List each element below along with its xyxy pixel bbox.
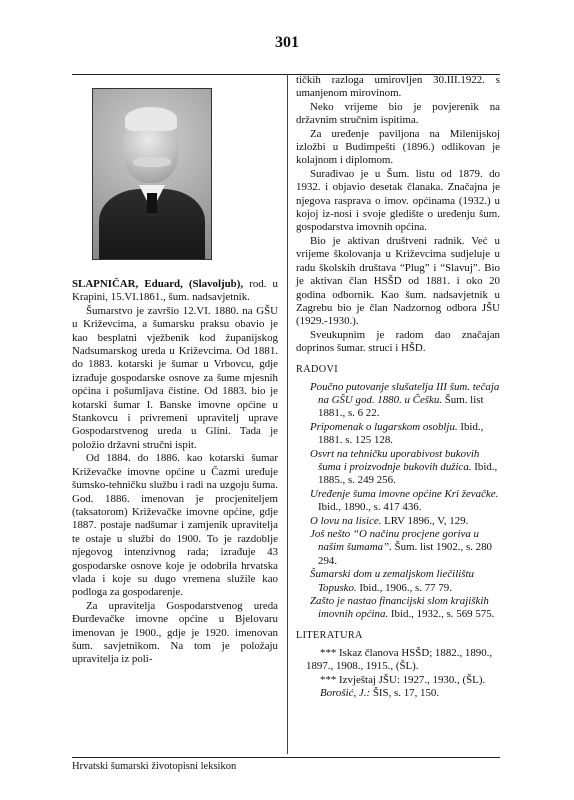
left-paragraph: Za upravitelja Gospodarstvenog ureda Đurđevačke imovne općine u Bjelovaru imenovan je 1900., gdje je 1920. imenovan šum. savjetnikom. Na tom je položaju upravitelja iz poli- [72, 599, 278, 666]
right-paragraph: Neko vrijeme bio je povjerenik na državnim stručnim ispitima. [296, 100, 500, 127]
literature-text: ŠIS, s. 17, 150. [370, 687, 440, 700]
right-column [296, 74, 500, 700]
column-divider [287, 74, 288, 754]
work-item [302, 488, 500, 515]
right-paragraph: Bio je aktivan društveni radnik. Već u vrijeme školovanja u Križevcima sudjeluje u radu školskih društava “Plug” i “Slavuj”. Bio je aktivan član HSŠD od 1881. i oko 20 godina odbornik. Kao šum. nadsavjetnik u Zagrebu bio je član Nadzornog odbora JŠU (1929.-1930.). [296, 234, 500, 328]
works-list [296, 381, 500, 622]
work-item [302, 595, 500, 622]
work-ref: Ibid., 1885., s. 249 256. [318, 460, 498, 487]
work-title: Šumarski dom u zemaljskom liečilištu Topusko. [310, 568, 474, 594]
work-item [302, 381, 500, 421]
literature-text: *** Iskaz članova HSŠD; 1882., 1890., 1897., 1908., 1915., (ŠL). [306, 646, 493, 673]
literature-heading: LITERATURA [296, 629, 363, 641]
literature-item [296, 674, 500, 687]
entry-birth: rod. u Krapini, 15.VI.1861., šum. nadsavjetnik. [72, 278, 278, 304]
literature-item [296, 647, 500, 674]
page-number: 301 [275, 34, 299, 51]
literature-text: *** Izvještaj JŠU: 1927., 1930., (ŠL). [320, 673, 486, 686]
entry-name: SLAPNIČAR, Eduard, (Slavoljub), [72, 278, 244, 290]
work-item [302, 448, 500, 488]
right-paragraph: Sveukupnim je radom dao značajan doprinos šumar. struci i HŠD. [296, 328, 500, 355]
right-paragraph: tičkih razloga umirovljen 30.III.1922. s umanjenom mirovinom. [296, 74, 500, 100]
left-paragraph: Od 1884. do 1886. kao kotarski šumar Križevačke imovne općine u Čazmi uređuje šumsko-tehničku službu i radi na uzgoju šuma. God. 1886. imenovan je procjeniteljem (taksatorom) Križevačke imovne općine, gdje 1887. postaje nadšumar i zamjenik upravitelja te ostaje u službi do 1900. To je razdoblje njegovog intenzivnog rada; izrađuje 43 gospodarske osnove koje je odobrila hrvatska vlada i koje su dugo vremena služile kao podloga za gospodarenje. [72, 452, 278, 599]
work-title: Još nešto “O načinu procjene goriva u našim šumama”. [310, 528, 479, 554]
work-title: Poučno putovanje slušatelja III šum. tečaja na GŠU god. 1880. u Češku. [310, 380, 500, 406]
work-item [302, 421, 500, 448]
right-paragraph: Za uređenje paviljona na Milenijskoj izložbi u Budimpešti (1896.) odlikovan je kolajnom i diplomom. [296, 127, 500, 167]
work-ref: LRV 1896., V, 129. [381, 514, 469, 527]
literature-item [296, 687, 500, 700]
work-title: Pripomenak o lugarskom osoblju. [310, 420, 458, 433]
work-title: Zašto je nastao financijski slom krajiških imovnih općina. [310, 595, 489, 621]
bottom-rule [72, 757, 500, 758]
work-item [302, 515, 500, 528]
literature-list [296, 647, 500, 701]
work-ref: Ibid., 1906., s. 77 79. [356, 581, 452, 594]
work-ref: Šum. list 1902., s. 280 294. [318, 541, 492, 567]
work-item [302, 528, 500, 568]
work-ref: Ibid., 1932., s. 569 575. [388, 608, 495, 621]
work-ref: Šum. list 1881., s. 6 22. [318, 393, 484, 420]
left-paragraph: Šumarstvo je završio 12.VI. 1880. na GŠU u Križevcima, a šumarsku praksu obavio je kao besplatni vježbenik kod županijskog Nadsumarskog ureda u Križevcima. Od 1881. do 1883. kotarski je šumar u Vrbovcu, gdje izrađuje gospodarske osnove za šume mjesnih općina i pošumljava čistine. Od 1883. bio je kotarski šumar I. Banske imovne općine u Stankovcu i privremeni upravitelj uprave Gospodarstvenog ureda u Glini. Tada je položio državni stručni ispit. [72, 304, 278, 451]
work-title: Uređenje šuma imovne općine Kri ževačke. [310, 487, 499, 500]
work-item [302, 568, 500, 595]
works-heading: RADOVI [296, 363, 339, 375]
work-title: O lovu na lisice. [310, 514, 382, 527]
entry-heading [72, 278, 278, 305]
literature-author: Borošić, J.: [320, 687, 371, 700]
work-title: Osvrt na tehničku uporabivost bukovih šuma i proizvodnje bukovih dužica. [310, 447, 480, 473]
work-ref: Ibid., 1890., s. 417 436. [318, 501, 422, 514]
left-column [72, 74, 278, 667]
portrait-photo [92, 88, 212, 260]
footer-text: Hrvatski šumarski životopisni leksikon [72, 761, 237, 772]
work-ref: Ibid., 1881. s. 125 128. [318, 420, 484, 447]
right-paragraph: Surađivao je u Šum. listu od 1879. do 1932. i objavio desetak članaka. Značajna je njegova rasprava o imov. općinama (1932.) u kojoj iz-nosi i svoje gledište o uređenju šum. gospodarstva imovnih općina. [296, 167, 500, 234]
